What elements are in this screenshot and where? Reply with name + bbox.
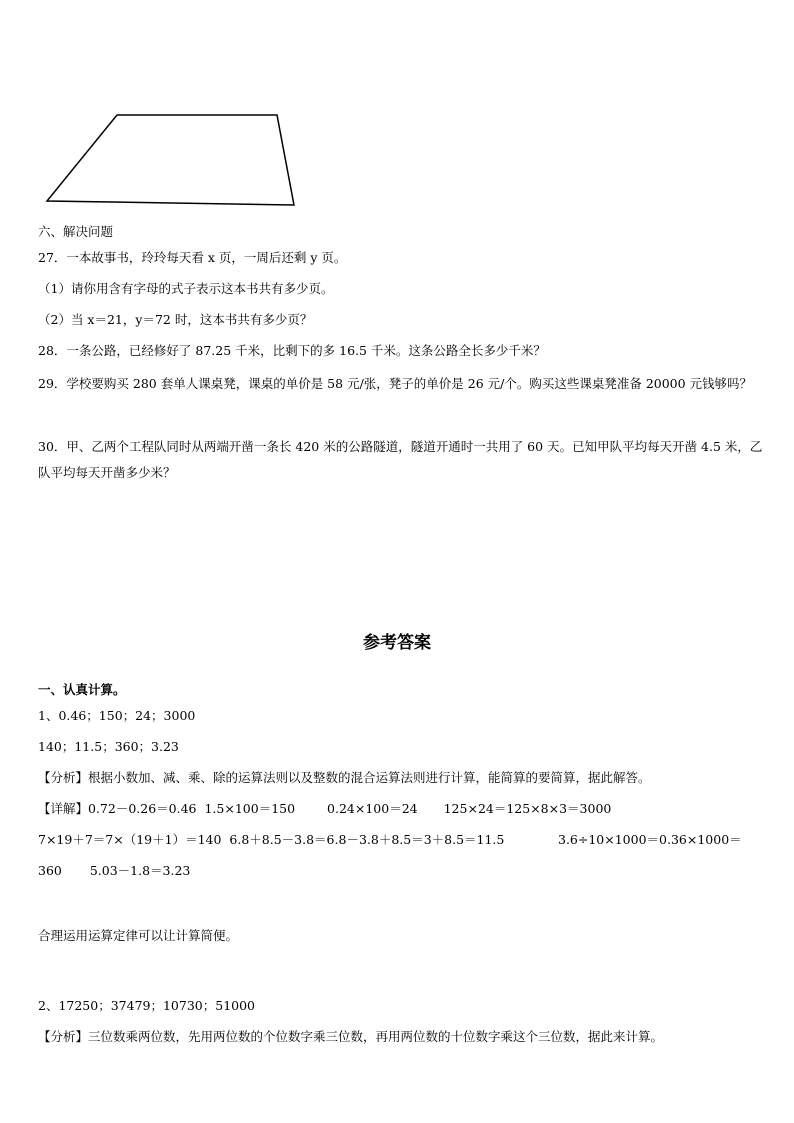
detail-step-3: 0.24×100＝24 — [327, 801, 418, 816]
calc-2: 6.8＋8.5－3.8＝6.8－3.8＋8.5＝3＋8.5＝11.5 — [229, 832, 505, 847]
question-27-part-1: （1）请你用含有字母的式子表示这本书共有多少页。 — [38, 281, 334, 296]
answer-1-detail — [38, 799, 764, 819]
calc-3: 3.6÷10×1000＝0.36×1000＝ — [558, 832, 742, 847]
calc-4: 360 — [38, 863, 62, 878]
trapezoid-shape — [47, 115, 294, 205]
answers-title: 参考答案 — [363, 633, 431, 653]
calc-5: 5.03－1.8＝3.23 — [89, 863, 191, 878]
answers-section-1-heading: 一、认真计算。 — [38, 682, 126, 697]
trapezoid-figure — [40, 108, 302, 212]
answer-1-note: 合理运用运算定律可以让计算简便。 — [38, 928, 239, 943]
answer-2-analysis: 【分析】三位数乘两位数，先用两位数的个位数字乘三位数，再用两位数的十位数字乘这个三位数，据此来计算。 — [38, 1029, 664, 1044]
question-27-part-2: （2）当 x＝21，y＝72 时，这本书共有多少页？ — [38, 312, 313, 327]
calc-1: 7×19＋7＝7×（19＋1）＝140 — [38, 832, 222, 847]
answer-1-calculations-cont — [38, 861, 764, 881]
answer-1-analysis: 【分析】根据小数加、减、乘、除的运算法则以及整数的混合运算法则进行计算，能简算的要简算，据此解答。 — [38, 770, 651, 785]
question-30: 30．甲、乙两个工程队同时从两端开凿一条长 420 米的公路隧道，隧道开通时一共用了 60 天。已知甲队平均每天开凿 4.5 米，乙队平均每天开凿多少米？ — [38, 439, 763, 480]
answer-2-line-1: 2、17250；37479；10730；51000 — [38, 998, 256, 1013]
question-29: 29．学校要购买 280 套单人课桌凳，课桌的单价是 58 元/张，凳子的单价是 26 元/个。购买这些课桌凳准备 20000 元钱够吗？ — [38, 376, 753, 391]
detail-step-1: 【详解】0.72－0.26＝0.46 — [38, 801, 197, 816]
answer-1-line-2: 140；11.5；360；3.23 — [38, 739, 179, 754]
answer-1-calculations — [38, 830, 764, 850]
detail-step-2: 1.5×100＝150 — [204, 801, 296, 816]
question-27: 27．一本故事书，玲玲每天看 x 页，一周后还剩 y 页。 — [38, 250, 347, 265]
answer-1-line-1: 1、0.46；150；24；3000 — [38, 708, 196, 723]
section-heading-problems: 六、解决问题 — [38, 224, 114, 239]
detail-step-4: 125×24＝125×8×3＝3000 — [443, 801, 612, 816]
question-28: 28．一条公路，已经修好了 87.25 千米，比剩下的多 16.5 千米。这条公路全长多少千米？ — [38, 343, 546, 358]
